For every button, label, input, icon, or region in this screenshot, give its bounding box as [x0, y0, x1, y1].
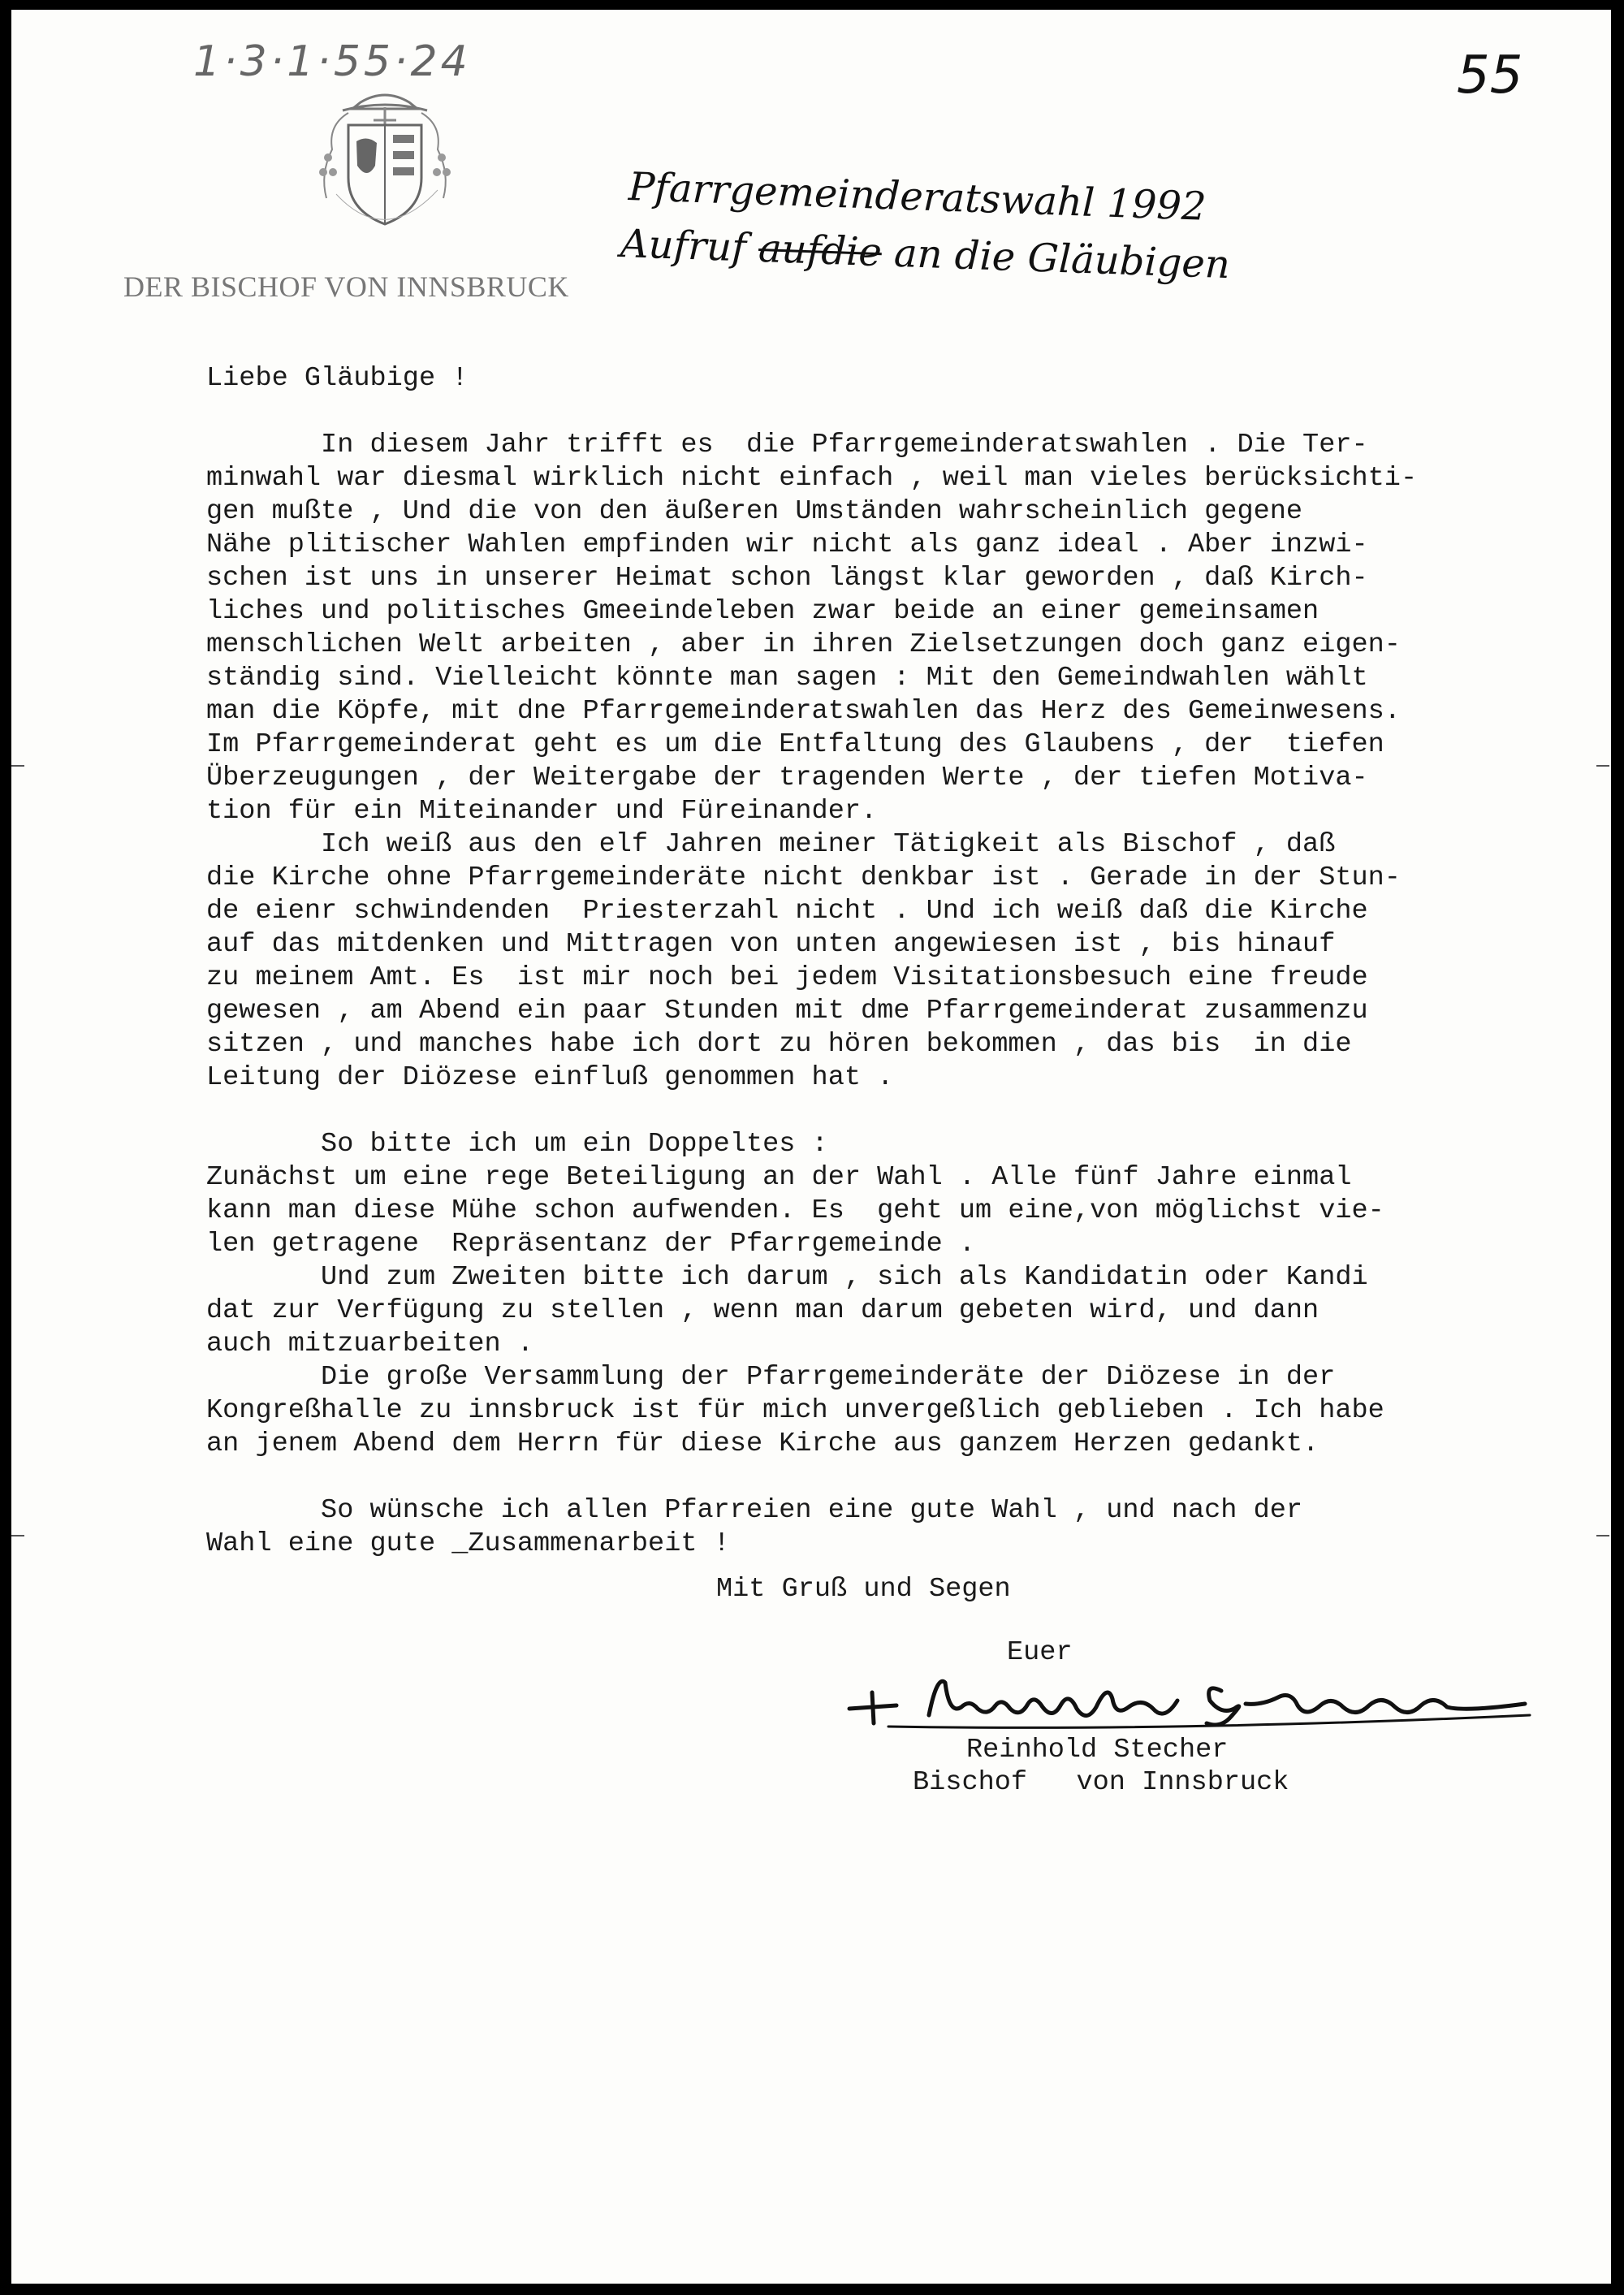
text-line: schen ist uns in unserer Heimat schon längst klar geworden , daß Kirch- [206, 563, 1368, 594]
letter-page [11, 10, 1611, 2284]
text-line [206, 1095, 1611, 1128]
closing-euer: Euer [1007, 1637, 1073, 1668]
letterhead-title: DER BISCHOF VON INNSBRUCK [123, 270, 569, 303]
salutation: Liebe Gläubige ! [206, 363, 469, 394]
text-line: die Kirche ohne Pfarrgemeinderäte nicht denkbar ist . Gerade in der Stun- [206, 862, 1401, 893]
punch-mark-left [11, 1535, 24, 1536]
text-line: Nähe plitischer Wahlen empfinden wir nicht als ganz ideal . Aber inzwi- [206, 529, 1368, 560]
text-line: Im Pfarrgemeinderat geht es um die Entfaltung des Glaubens , der tiefen [206, 729, 1384, 760]
text-line: an jenem Abend dem Herrn für diese Kirche aus ganzem Herzen gedankt. [206, 1428, 1320, 1459]
text-line: Wahl eine gute _Zusammenarbeit ! [206, 1528, 730, 1559]
text-line: ständig sind. Vielleicht könnte man sagen : Mit den Gemeindwahlen wählt [206, 663, 1368, 694]
closing-greeting: Mit Gruß und Segen [716, 1574, 1011, 1605]
text-line: sitzen , und manches habe ich dort zu hören bekommen , das bis in die [206, 1029, 1352, 1060]
text-line: Und zum Zweiten bitte ich darum , sich als Kandidatin oder Kandi [206, 1262, 1368, 1293]
handwritten-signature [840, 1658, 1538, 1740]
text-line: In diesem Jahr trifft es die Pfarrgemeinderatswahlen . Die Ter- [206, 430, 1368, 460]
text-line: gen mußte , Und die von den äußeren Umständen wahrscheinlich gegene [206, 496, 1303, 527]
text-line: Kongreßhalle zu innsbruck ist für mich unvergeßlich geblieben . Ich habe [206, 1395, 1384, 1426]
note-struck-word: aufdie [758, 225, 883, 276]
text-line: tion für ein Miteinander und Füreinander. [206, 796, 878, 827]
text-line: man die Köpfe, mit dne Pfarrgemeinderatswahlen das Herz des Gemeinwesens. [206, 696, 1401, 727]
text-line [206, 1461, 1611, 1494]
text-line: auf das mitdenken und Mittragen von unten angewiesen ist , bis hinauf [206, 929, 1336, 960]
text-line: liches und politisches Gmeeindeleben zwar beide an einer gemeinsamen [206, 596, 1320, 627]
note-word-aufruf: Aufruf [620, 221, 747, 271]
text-line: So bitte ich um ein Doppeltes : [206, 1129, 828, 1160]
signer-title: Bischof von Innsbruck [913, 1767, 1289, 1798]
text-line: So wünsche ich allen Pfarreien eine gute Wahl , und nach der [206, 1495, 1303, 1526]
handwritten-note-title: Pfarrgemeinderatswahl 1992 [628, 164, 1207, 230]
text-line: auch mitzuarbeiten . [206, 1329, 534, 1359]
note-words-recipients: an die Gläubigen [893, 230, 1231, 288]
text-line: dat zur Verfügung zu stellen , wenn man darum gebeten wird, und dann [206, 1295, 1320, 1326]
text-line: Leitung der Diözese einfluß genommen hat . [206, 1062, 894, 1093]
signer-name: Reinhold Stecher [966, 1735, 1229, 1766]
fold-mark-right [1596, 765, 1609, 767]
archive-number: 1·3·1·55·24 [193, 37, 471, 86]
letter-body [206, 362, 1611, 1561]
text-line: zu meinem Amt. Es ist mir noch bei jedem Visitationsbesuch eine freude [206, 962, 1368, 993]
text-line: gewesen , am Abend ein paar Stunden mit dme Pfarrgemeinderat zusammenzu [206, 996, 1368, 1026]
text-line: Zunächst um eine rege Beteiligung an der Wahl . Alle fünf Jahre einmal [206, 1162, 1352, 1193]
text-line: Ich weiß aus den elf Jahren meiner Tätigkeit als Bischof , daß [206, 829, 1336, 860]
text-line: de eienr schwindenden Priesterzahl nicht . Und ich weiß daß die Kirche [206, 896, 1368, 927]
text-line: kann man diese Mühe schon aufwenden. Es geht um eine,von möglichst vie- [206, 1195, 1384, 1226]
punch-mark-right [1596, 1535, 1609, 1536]
text-line: len getragene Repräsentanz der Pfarrgemeinde . [206, 1229, 976, 1260]
fold-mark-left [11, 765, 24, 767]
bishop-coat-of-arms-icon [304, 84, 466, 255]
text-line: minwahl war diesmal wirklich nicht einfach , weil man vieles berücksichti- [206, 463, 1418, 494]
text-line: menschlichen Welt arbeiten , aber in ihren Zielsetzungen doch ganz eigen- [206, 629, 1401, 660]
page-number: 55 [1457, 45, 1523, 106]
text-line: Überzeugungen , der Weitergabe der tragenden Werte , der tiefen Motiva- [206, 763, 1368, 793]
text-line: Die große Versammlung der Pfarrgemeinderäte der Diözese in der [206, 1362, 1336, 1393]
handwritten-note-subtitle [620, 221, 1231, 287]
